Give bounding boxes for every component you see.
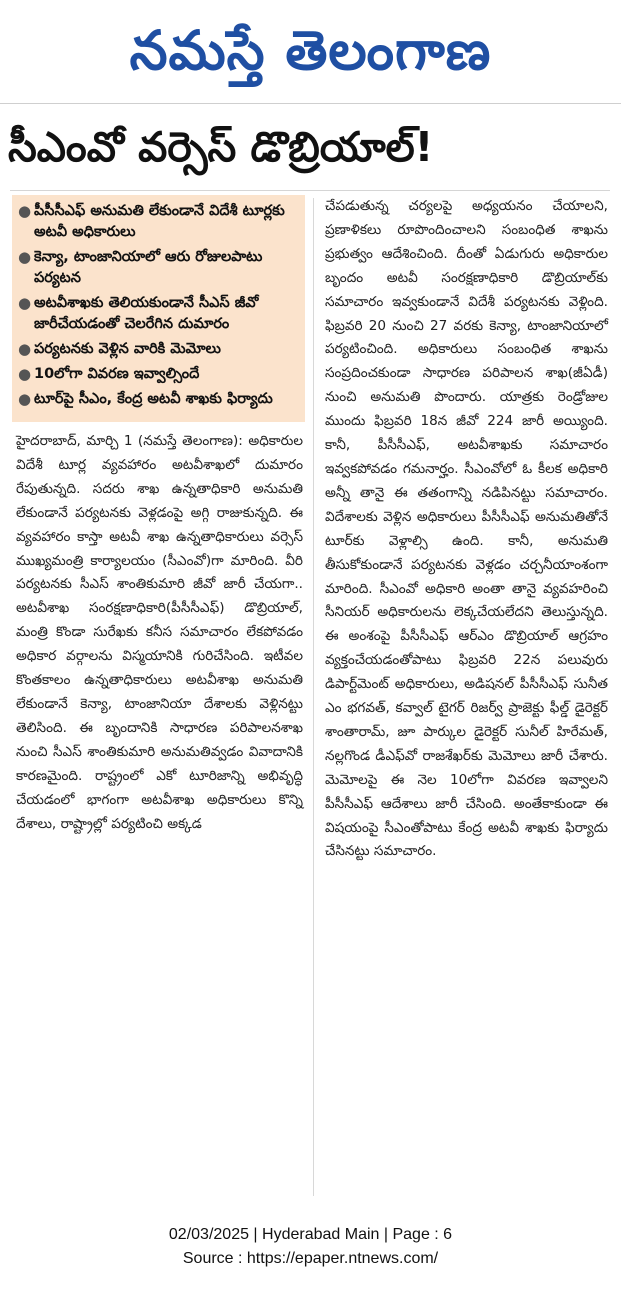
highlight-item [16,247,299,289]
footer-source: Source : https://epaper.ntnews.com/ [182,1250,439,1267]
highlights-box [12,195,305,422]
article-headline [8,108,613,188]
highlight-item [16,364,299,385]
masthead-divider [0,103,621,104]
bullet-icon: ● [18,365,32,383]
highlight-text: 10లోగా వివరణ ఇవ్వాల్సిందే [34,366,200,382]
article-left-column [12,195,305,836]
highlight-text: పీసీసీఎఫ్‌ అనుమతి లేకుండానే విదేశీ టూర్లకు అటవీ అధికారులు [34,203,285,240]
highlight-text: పర్యటనకు వెళ్లిన వారికి మెమోలు [34,341,221,357]
headline-text: సీఎంవో వర్సెస్‌ డొబ్రియాల్‌! [8,123,434,172]
bullet-icon: ● [18,294,32,312]
highlight-item [16,293,299,335]
page-footer [0,1223,621,1271]
highlight-text: అటవీశాఖకు తెలియకుండానే సీఎస్‌ జీవో జారీచేయడంతో చెలరేగిన దుమారం [34,295,259,332]
highlight-item [16,389,299,410]
footer-edition-info: 02/03/2025 | Hyderabad Main | Page : 6 [168,1226,453,1243]
highlight-item [16,201,299,243]
column-divider [313,198,314,1196]
masthead-title: నమస్తే తెలంగాణ [129,18,492,82]
highlight-text: టూర్‌పై సీఎం, కేంద్ర అటవీ శాఖకు ఫిర్యాదు [34,391,273,407]
bullet-icon: ● [18,248,32,266]
article-body-right: చేపడుతున్న చర్యలపై అధ్యయనం చేయాలని, ప్రణాళికలు రూపొందించాలని సంబంధిత శాఖను ప్రభుత్వం ఆదేశించింది. దీంతో ఏడుగురు అధికారుల బృందం అటవీ సంరక్షణాధికారి డొబ్రియాల్‌కు సమాచారం ఇవ్వకుండానే విదేశీ పర్యటనకు వెళ్లింది. ఫిబ్రవరి 20 నుంచి 27 వరకు కెన్యా, టాంజానియాలో పర్యటించింది. అధికారులు సంబంధిత శాఖను సంప్రదించకుండా సాధారణ పరిపాలన శాఖ(జీఏడీ) నుంచి అనుమతి పొందారు. యాత్రకు రెండ్రోజుల ముందు ఫిబ్రవరి 18న జీవో 224 జారీ అయ్యింది. కానీ, పీసీసీఎఫ్‌, అటవీశాఖకు సమాచారం ఇవ్వకపోవడం గమనార్హం. సీఎంవోలో ఓ కీలక అధికారి అన్నీ తానై ఈ తతంగాన్ని నడిపినట్టు సమాచారం. విదేశాలకు వెళ్లిన అధికారులు పీసీసీఎఫ్‌ అనుమతితోనే టూర్‌కు వెళ్లాల్సి ఉంది. కానీ, అనుమతి తీసుకోకుండానే పర్యటనకు వెళ్లడం చర్చనీయాంశంగా మారింది. సీఎంవో అధికారి అంతా తానై వ్యవహరించి సీనియర్‌ అధికారులను లెక్కచేయలేదని తెలుస్తున్నది. ఈ అంశంపై పీసీసీఎఫ్‌ ఆర్‌ఎం డొబ్రియాల్‌ ఆగ్రహం వ్యక్తంచేయడంతోపాటు ఫిబ్రవరి 22న పలువురు డిపార్ట్‌మెంట్‌ అధికారులు, అడిషనల్‌ పీసీసీఎఫ్‌ సునీత ఎం భగవత్‌, కవ్వాల్‌ టైగర్‌ రిజర్వ్‌ ప్రాజెక్టు ఫీల్డ్‌ డైరెక్టర్‌ శాంతారామ్‌, జూ పార్కుల డైరెక్టర్‌ సునీల్‌ హిరేమత్‌, నల్లగొండ డీఎఫ్‌వో రాజశేఖర్‌కు మెమోలు జారీ చేశారు. మెమోలపై ఈ నెల 10లోగా వివరణ ఇవ్వాలని పీసీసీఎఫ్‌ ఆదేశాలు జారీ చేసింది. అంతేకాకుండా ఈ విషయంపై సీఎంతోపాటు కేంద్ర అటవీ శాఖకు ఫిర్యాదు చేసినట్టు సమాచారం. [325,198,608,860]
headline-divider [10,190,610,191]
newspaper-masthead [0,0,621,100]
bullet-icon: ● [18,340,32,358]
highlight-text: కెన్యా, టాంజానియాలో ఆరు రోజులపాటు పర్యటన [34,249,263,286]
bullet-icon: ● [18,390,32,408]
article-body-left: హైదరాబాద్‌, మార్చి 1 (నమస్తే తెలంగాణ): అధికారుల విదేశీ టూర్ల వ్యవహారం అటవీశాఖలో దుమారం రేపుతున్నది. సదరు శాఖ ఉన్నతాధికారి అనుమతి లేకుండానే పర్యటనకు వెళ్లడంపై అగ్గి రాజుకున్నది. ఈ వ్యవహారం కాస్తా అటవీ శాఖ ఉన్నతాధికారులు వర్సెస్‌ ముఖ్యమంత్రి కార్యాలయం (సీఎంవో)గా మారింది. వీరి పర్యటనకు సీఎస్‌ శాంతికుమారి జీవో జారీ చేయగా.. అటవీశాఖ సంరక్షణాధికారి(పీసీసీఎఫ్‌) డొబ్రియాల్‌, మంత్రి కొండా సురేఖకు కనీస సమాచారం లేకపోవడం అధికార వర్గాలను విస్మయానికి గురిచేసింది. ఇటీవల కొంతకాలం ఉన్నతాధికారులు అటవీశాఖ అనుమతి లేకుండానే కెన్యా, టాంజానియా దేశాలకు వెళ్లినట్టు తెలిసింది. ఈ బృందానికి సాధారణ పరిపాలనశాఖ నుంచి సీఎస్‌ శాంతికుమారి అనుమతివ్వడం వివాదానికి కారణమైంది. రాష్ట్రంలో ఎకో టూరిజాన్ని అభివృద్ధి చేయడంలో భాగంగా అటవీశాఖ అధికారులు కొన్ని దేశాలు, రాష్ట్రాల్లో పర్యటించి అక్కడ [16,433,303,832]
article-right-column [321,195,610,864]
highlight-item [16,339,299,360]
bullet-icon: ● [18,202,32,220]
